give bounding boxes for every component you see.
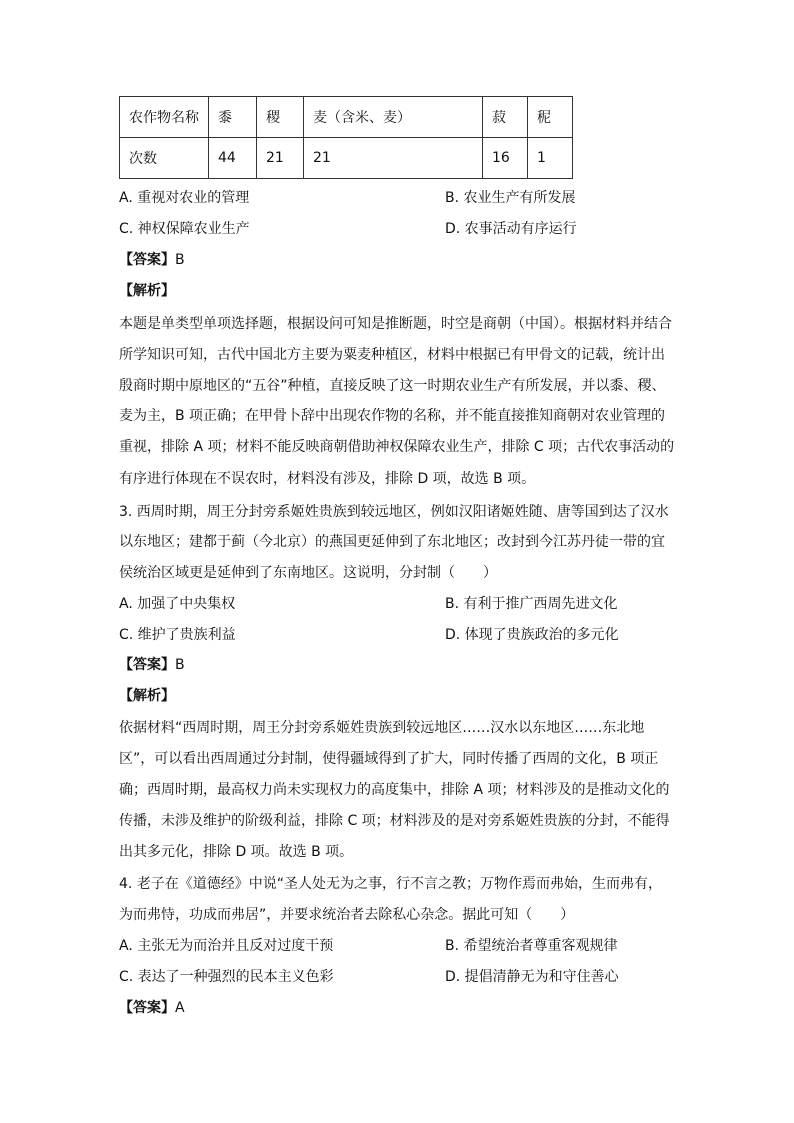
q3-analysis-line: 传播，未涉及维护的阶级利益，排除 C 项；材料涉及的是对旁系姬姓贵族的分封，不能得 bbox=[119, 813, 670, 829]
table-cell: 21 bbox=[257, 138, 304, 179]
q4-answer bbox=[119, 998, 185, 1018]
q2-option-b: B. 农业生产有所发展 bbox=[445, 190, 576, 206]
table-cell: 44 bbox=[209, 138, 257, 179]
q3-stem-line: 3. 西周时期，周王分封旁系姬姓贵族到较远地区，例如汉阳诸姬姓随、唐等国到达了汉水 bbox=[119, 504, 669, 520]
q4-option-c: C. 表达了一种强烈的民本主义色彩 bbox=[119, 969, 334, 985]
table-header-row bbox=[120, 97, 573, 138]
q3-analysis-line: 依据材料“西周时期，周王分封旁系姬姓贵族到较远地区……汉水以东地区……东北地 bbox=[119, 720, 645, 736]
q2-option-d: D. 农事活动有序运行 bbox=[445, 221, 577, 237]
table-cell: 16 bbox=[483, 138, 528, 179]
q2-analysis-line: 殷商时期中原地区的“五谷”种植，直接反映了这一时期农业生产有所发展，并以黍、稷、 bbox=[119, 378, 666, 394]
q3-option-d: D. 体现了贵族政治的多元化 bbox=[445, 627, 619, 643]
q3-option-c: C. 维护了贵族利益 bbox=[119, 627, 236, 643]
q2-option-a: A. 重视对农业的管理 bbox=[119, 190, 250, 206]
q4-option-d: D. 提倡清静无为和守住善心 bbox=[445, 969, 619, 985]
answer-value: A bbox=[175, 1000, 185, 1016]
q4-option-a: A. 主张无为而治并且反对过度干预 bbox=[119, 938, 334, 954]
table-cell: 稷 bbox=[257, 97, 304, 138]
table-cell: 农作物名称 bbox=[120, 97, 209, 138]
table-cell: 秜 bbox=[528, 97, 573, 138]
answer-label: 【答案】 bbox=[119, 252, 175, 268]
table-cell: 菽 bbox=[483, 97, 528, 138]
q3-answer bbox=[119, 655, 185, 675]
q2-analysis-line: 有序进行体现在不误农时，材料没有涉及，排除 D 项，故选 B 项。 bbox=[119, 471, 536, 487]
q3-analysis-label: 【解析】 bbox=[119, 688, 175, 704]
q3-analysis-line: 出其多元化，排除 D 项。故选 B 项。 bbox=[119, 844, 354, 860]
table-cell: 次数 bbox=[120, 138, 209, 179]
answer-label: 【答案】 bbox=[119, 1000, 175, 1016]
q2-analysis-line: 重视，排除 A 项；材料不能反映商朝借助神权保障农业生产，排除 C 项；古代农事活动的 bbox=[119, 439, 675, 455]
table-cell: 麦（含米、麦） bbox=[304, 97, 483, 138]
table-cell: 黍 bbox=[209, 97, 257, 138]
q2-analysis-line: 所学知识可知，古代中国北方主要为粟麦种植区，材料中根据已有甲骨文的记载，统计出 bbox=[119, 347, 665, 363]
crop-frequency-table bbox=[119, 96, 573, 179]
q2-analysis-line: 本题是单类型单项选择题，根据设问可知是推断题，时空是商朝（中国）。根据材料并结合 bbox=[119, 316, 672, 332]
q2-answer bbox=[119, 250, 185, 270]
q4-stem-line: 4. 老子在《道德经》中说“圣人处无为之事，行不言之教；万物作焉而弗始，生而弗有， bbox=[119, 876, 663, 892]
answer-value: B bbox=[175, 657, 185, 673]
table-cell: 1 bbox=[528, 138, 573, 179]
table-cell: 21 bbox=[304, 138, 483, 179]
answer-value: B bbox=[175, 252, 185, 268]
q3-analysis-line: 确；西周时期，最高权力尚未实现权力的高度集中，排除 A 项；材料涉及的是推动文化的 bbox=[119, 782, 670, 798]
q3-stem-line: 侯统治区域更是延伸到了东南地区。这说明，分封制（ ） bbox=[119, 565, 497, 581]
q3-option-a: A. 加强了中央集权 bbox=[119, 596, 236, 612]
q3-analysis-line: 区”，可以看出西周通过分封制，使得疆域得到了扩大，同时传播了西周的文化，B 项正 bbox=[119, 751, 659, 767]
q3-option-b: B. 有利于推广西周先进文化 bbox=[445, 596, 618, 612]
answer-label: 【答案】 bbox=[119, 657, 175, 673]
q4-option-b: B. 希望统治者尊重客观规律 bbox=[445, 938, 618, 954]
q4-stem-line: 为而弗恃，功成而弗居”，并要求统治者去除私心杂念。据此可知（ ） bbox=[119, 907, 575, 923]
table-row bbox=[120, 138, 573, 179]
q2-analysis-line: 麦为主，B 项正确；在甲骨卜辞中出现农作物的名称，并不能直接推知商朝对农业管理的 bbox=[119, 408, 666, 424]
q2-option-c: C. 神权保障农业生产 bbox=[119, 221, 250, 237]
q2-analysis-label: 【解析】 bbox=[119, 283, 175, 299]
q3-stem-line: 以东地区；建都于蓟（今北京）的燕国更延伸到了东北地区；改封到今江苏丹徒一带的宜 bbox=[119, 534, 665, 550]
